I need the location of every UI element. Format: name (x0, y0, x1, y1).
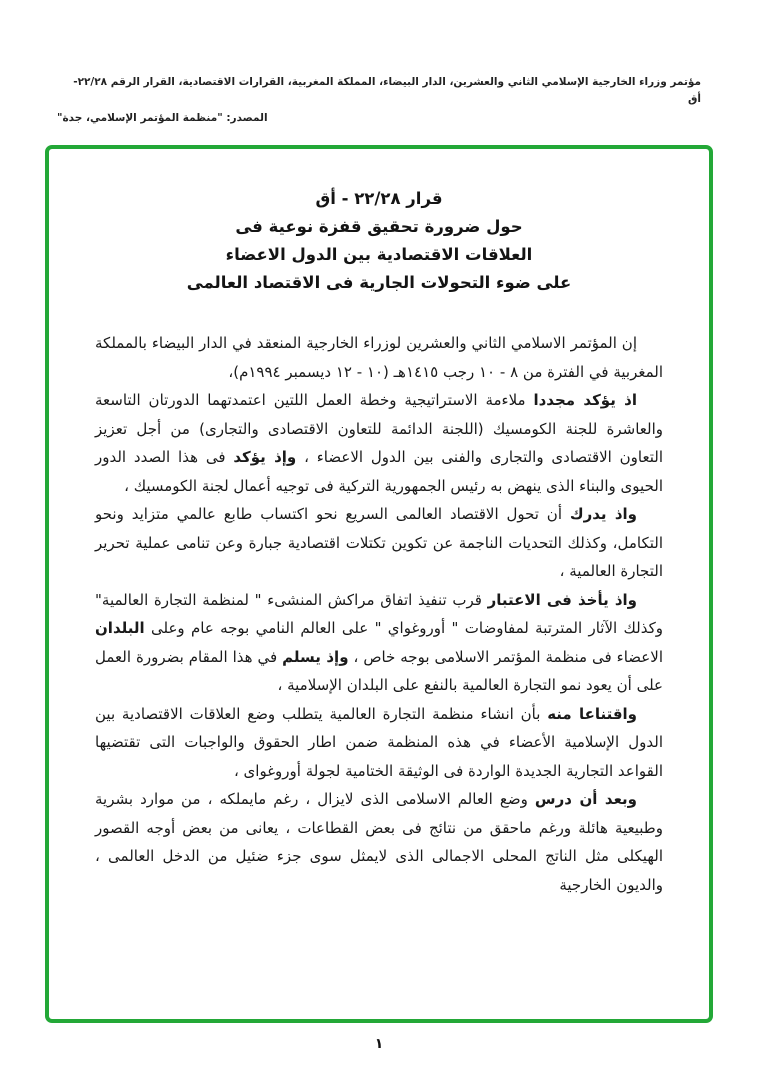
paragraph-text: ملاءمة الاستراتيجية وخطة العمل اللتين اعتمدتهما الدورتان التاسعة والعاشرة للجنة الكومسيك (اللجنة الدائمة للتعاون الاقتصادى والتجارى) من أجل تعزيز التعاون الاقتصادى والتجارى والفنى بين الدول الاعضاء ، (95, 391, 663, 466)
paragraph-text: إن المؤتمر الاسلامي الثاني والعشرين لوزراء الخارجية المنعقد في الدار البيضاء بالمملكة المغربية في الفترة من ٨ - ١٠ رجب ١٤١٥هـ (١٠ - ١٢ ديسمبر ١٩٩٤م)، (95, 334, 663, 381)
paragraph-text: فى هذا الصدد الدور الحيوى والبناء الذى ينهض به رئيس الجمهورية التركية فى توجيه أعمال لجنة الكومسيك ، (95, 448, 663, 495)
document-body (95, 329, 663, 899)
paragraph-text: قرب تنفيذ اتفاق مراكش المنشىء " لمنظمة التجارة العالمية" وكذلك الآثار المترتبة لمفاوضات " أوروغواي " على العالم النامي بوجه عام وعلى (95, 590, 663, 637)
paragraph-lead-bold: واذ يدرك (569, 505, 637, 523)
citation-line-1: مؤتمر وزراء الخارجية الإسلامي الثاني والعشرين، الدار البيضاء، المملكة المغربية، القرارات الاقتصادية، القرار الرقم ٢٢/٢٨- أق (73, 76, 701, 105)
resolution-title-line: حول ضرورة تحقيق قفزة نوعية فى (235, 217, 523, 236)
paragraph-text: وضع العالم الاسلامى الذى لايزال ، رغم مايملكه ، من موارد بشرية وطبيعية هائلة ورغم ماحقق من نتائج فى بعض القطاعات ، يعانى من بعض أوجه القصور الهيكلى مثل الناتج المحلى الاجمالى الذى لايمثل سوى جزء ضئيل من الدخل العالمى ، والديون الخارجية (95, 790, 663, 894)
resolution-title-line: على ضوء التحولات الجارية فى الاقتصاد العالمى (186, 273, 572, 292)
paragraph-lead-bold: وإذ يؤكد (233, 448, 297, 466)
paragraph (95, 500, 663, 586)
paragraph (95, 586, 663, 700)
paragraph-lead-bold: البلدان (95, 619, 145, 637)
paragraph (95, 386, 663, 500)
paragraph-text: الاعضاء فى منظمة المؤتمر الاسلامى بوجه خاص ، (348, 647, 663, 666)
paragraph-lead-bold: واذ يأخذ فى الاعتبار (487, 590, 637, 609)
paragraph-lead-bold: وإذ يسلم (282, 647, 349, 666)
page-number: ١ (374, 1036, 384, 1052)
paragraph-text: في هذا المقام بضرورة العمل على أن يعود نمو التجارة العالمية بالنفع على البلدان الإسلامية ، (95, 647, 663, 694)
paragraph (95, 700, 663, 786)
paragraph-lead-bold: واقتناعا منه (547, 704, 637, 723)
citation-line-2: المصدر: "منظمة المؤتمر الإسلامي، جدة" (57, 112, 268, 124)
paragraph-text: بأن انشاء منظمة التجارة العالمية يتطلب وضع العلاقات الاقتصادية بين الدول الإسلامية الأعضاء في هذه المنظمة ضمن اطار الحقوق والواجبات التى تقتضيها القواعد التجارية الجديدة الواردة فى الوثيقة الختامية لجولة أوروغواى ، (95, 704, 663, 780)
paragraph-lead-bold: وبعد أن درس (534, 790, 637, 808)
paragraph (95, 785, 663, 899)
paragraph-text: أن تحول الاقتصاد العالمى السريع نحو اكتساب طابع عالمي متزايد ونحو التكامل، وكذلك التحديات الناجمة عن تكوين تكتلات اقتصادية جبارة وعن تنامى عملية تحرير التجارة العالمية ، (95, 505, 663, 580)
resolution-title-block (95, 185, 663, 297)
paragraph (95, 329, 663, 386)
resolution-number: قرار ٢٢/٢٨ - أق (315, 189, 443, 208)
paragraph-lead-bold: اذ يؤكد مجددا (533, 391, 638, 409)
citation-header (57, 74, 701, 127)
document-frame (45, 145, 713, 1023)
resolution-title-line: العلاقات الاقتصادية بين الدول الاعضاء (225, 245, 533, 264)
